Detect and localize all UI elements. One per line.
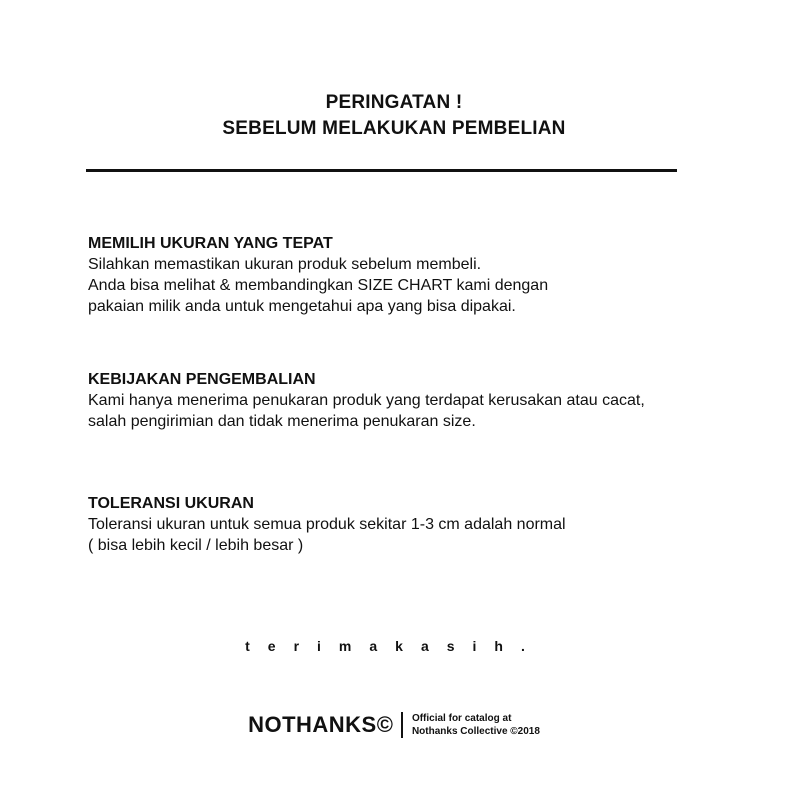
official-note [412, 712, 540, 738]
section-text: Anda bisa melihat & membandingkan SIZE CHART kami dengan [88, 277, 549, 294]
official-note-line: Nothanks Collective ©2018 [411, 726, 540, 737]
section-heading: TOLERANSI UKURAN [88, 495, 254, 512]
section-text: salah pengirimian dan tidak menerima penukaran size. [88, 413, 476, 430]
notice-title: PERINGATAN ! [325, 92, 463, 113]
section-size-selection [88, 233, 728, 317]
official-note-line: Official for catalog at [411, 713, 512, 724]
section-text: Toleransi ukuran untuk semua produk sekitar 1-3 cm adalah normal [88, 516, 566, 533]
footer-divider [401, 712, 403, 738]
section-text: Silahkan memastikan ukuran produk sebelum membeli. [88, 256, 482, 273]
section-text: pakaian milik anda untuk mengetahui apa yang bisa dipakai. [88, 298, 516, 315]
notice-subtitle: SEBELUM MELAKUKAN PEMBELIAN [222, 118, 566, 139]
section-text: ( bisa lebih kecil / lebih besar ) [88, 537, 304, 554]
brand-logo: NOTHANKS© [248, 712, 394, 737]
section-size-tolerance [88, 493, 728, 556]
section-heading: KEBIJAKAN PENGEMBALIAN [88, 371, 316, 388]
notice-header [0, 90, 788, 142]
section-return-policy [88, 369, 728, 432]
footer [0, 712, 788, 738]
section-text: Kami hanya menerima penukaran produk yang terdapat kerusakan atau cacat, [88, 392, 645, 409]
section-heading: MEMILIH UKURAN YANG TEPAT [88, 235, 333, 252]
header-divider [86, 169, 677, 172]
thank-you-text: terimakasih. [245, 638, 543, 654]
